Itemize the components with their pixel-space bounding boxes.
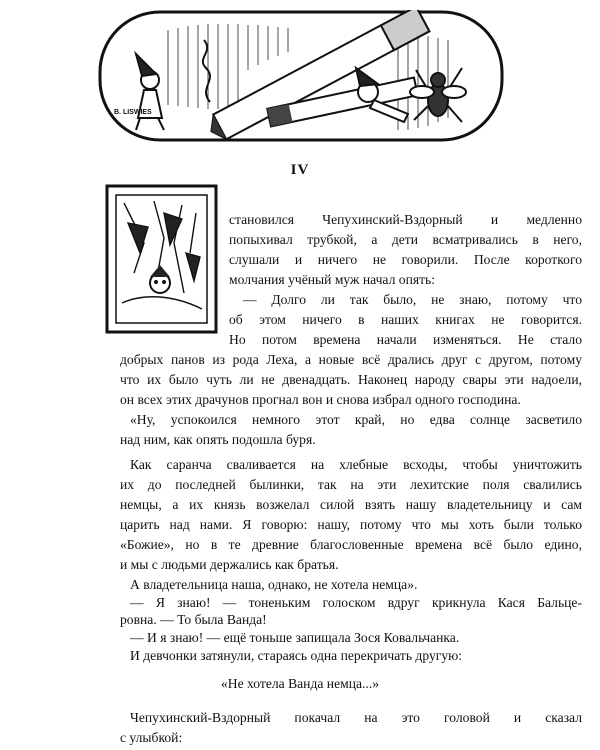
paragraph-line: Как саранча сваливается на хлебные всходы, чтобы уничтожить <box>130 457 582 472</box>
chapter-numeral: IV <box>290 162 310 178</box>
cigarettes-and-gnomes-engraving <box>100 10 502 142</box>
paragraph-line: немцы, а их князь возжелал силой взять нашу владетельницу и сам <box>120 497 582 512</box>
paragraph-line: что их было чуть ли не двенадцать. Наконец народу свары эти надоели, <box>120 372 582 387</box>
paragraph-line: — И я знаю! — ещё тоньше запищала Зося Ковальчанка. <box>130 630 460 645</box>
paragraph-line: с улыбкой: <box>120 730 183 745</box>
paragraph-line: слушали и ничего не говорили. После короткого <box>229 252 582 267</box>
verse-line: «Не хотела Ванда немца...» <box>220 676 380 691</box>
paragraph-line: он всех этих драчунов прогнал вон и снова избрал одного господина. <box>120 392 521 407</box>
paragraph-line: их до последней былинки, так на эти лехитские поля свалились <box>120 477 582 492</box>
headband-illustration <box>98 10 504 142</box>
paragraph-line: ровна. — То была Ванда! <box>120 612 267 627</box>
paragraph-line: «Ну, успокоился немного этот край, но едва солнце засветило <box>130 412 582 427</box>
paragraph-line: над ним, как опять подошла буря. <box>120 432 316 447</box>
paragraph-line: становился Чепухинский-Вздорный и медленно <box>229 212 582 227</box>
paragraph-line: Но потом времена начали изменяться. Не стало <box>229 332 582 347</box>
paragraph-line: молчания учёный муж начал опять: <box>229 272 436 287</box>
paragraph-line: — Долго ли так было, не знаю, потому что <box>243 292 582 307</box>
ornamental-initial <box>104 183 219 335</box>
illustration-signature: B. LISWIES <box>114 109 152 116</box>
paragraph-line: И девчонки затянули, стараясь одна перекричать другую: <box>130 648 463 663</box>
paragraph-line: попыхивал трубкой, а дети всматривались в него, <box>229 232 582 247</box>
paragraph-line: добрых панов из рода Леха, а новые всё дрались друг с другом, потому <box>120 352 582 367</box>
paragraph-line: царить над нами. Я говорю: нашу, потому что мы хоть были только <box>120 517 582 532</box>
paragraph-line: об этом ничего в наших книгах не говорится. <box>229 312 582 327</box>
paragraph-line: Чепухинский-Вздорный покачал на это головой и сказал <box>130 710 582 725</box>
paragraph-line: и мы с людьми держались как братья. <box>120 557 339 572</box>
paragraph-line: «Божие», но в те древние благословенные времена всё было едино, <box>120 537 582 552</box>
ornamental-initial-with-gnome-in-window-icon <box>107 186 216 332</box>
paragraph-line: — Я знаю! — тоненьким голоском вдруг крикнула Кася Бальце- <box>130 595 582 610</box>
paragraph-line: А владетельница наша, однако, не хотела немца». <box>130 577 418 592</box>
